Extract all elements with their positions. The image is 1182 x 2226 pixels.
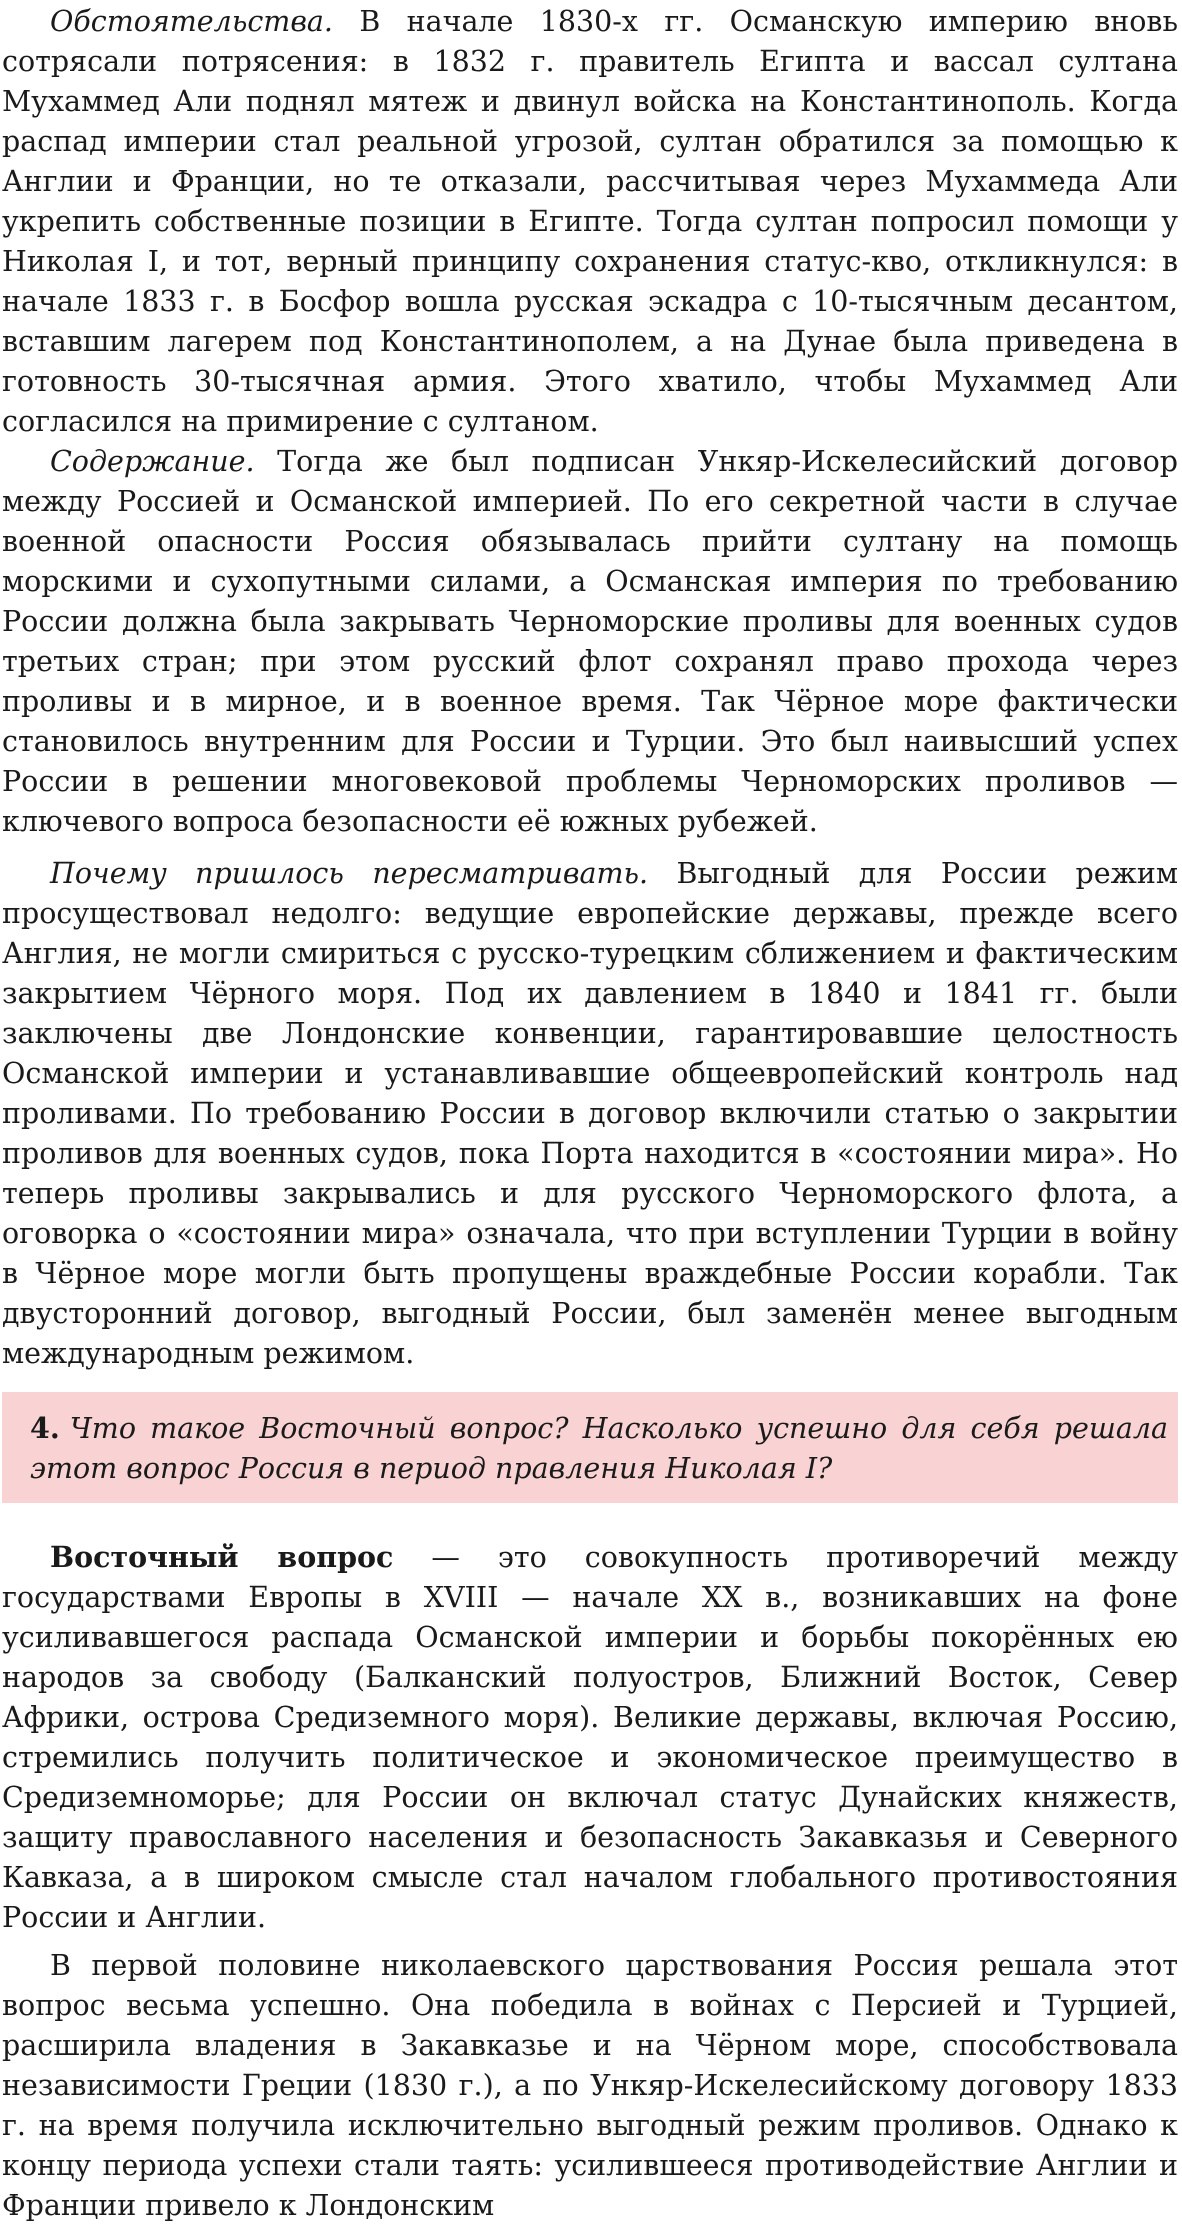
answer-text: — это совокупность противоречий между государствами Европы в XVIII — начале XX в., возникавших на фоне усиливавшегося распада Османской империи и борьбы покорённых ею народов за свободу (Балканский полуостров, Ближний Восток, Север Африки, острова Средиземного моря). Великие державы, включая Россию, стремились получить политическое и экономическое преимущество в Средиземноморье; для России он включал статус Дунайских княжеств, защиту православного населения и безопасность Закавказья и Северного Кавказа, а в широком смысле стал началом глобального противостояния России и Англии. xyxy=(2,1541,1179,1934)
answer-term: Восточный вопрос xyxy=(50,1540,394,1574)
paragraph-text: Выгодный для России режим просуществовал недолго: ведущие европейские державы, прежде всего Англия, не могли смириться с русско-турецким сближением и фактическим закрытием Чёрного моря. Под их давлением в 1840 и 1841 гг. были заключены две Лондонские конвенции, гарантировавшие целостность Османской империи и устанавливавшие общеевропейский контроль над проливами. По требованию России в договор включили статью о закрытии проливов для военных судов, пока Порта находится в «состоянии мира». Но теперь проливы закрывались и для русского Черноморского флота, а оговорка о «состоянии мира» означала, что при вступлении Турции в войну в Чёрное море могли быть пропущены враждебные России корабли. Так двусторонний договор, выгодный России, был заменён менее выгодным международным режимом. xyxy=(2,857,1178,1370)
answer-text: В первой половине николаевского царствования Россия решала этот вопрос весьма успешно. Она победила в войнах с Персией и Турцией, расширила владения в Закавказье и на Чёрном море, способствовала независимости Греции (1830 г.), а по Ункяр-Искелесийскому договору 1833 г. на время получила исключительно выгодный режим проливов. Однако к концу периода успехи стали таять: усилившееся противодействие Англии и Франции привело к Лондонским xyxy=(2,1949,1178,2222)
question-number: 4. xyxy=(30,1411,60,1445)
paragraph-lead: Содержание. xyxy=(50,445,255,478)
paragraph-text: В начале 1830-х гг. Османскую империю вновь сотрясали потрясения: в 1832 г. правитель Египта и вассал султана Мухаммед Али поднял мятеж и двинул войска на Константинополь. Когда распад империи стал реальной угрозой, султан обратился за помощью к Англии и Франции, но те отказали, рассчитывая через Мухаммеда Али укрепить собственные позиции в Египте. Тогда султан попросил помощи у Николая I, и тот, верный принципу сохранения статус-кво, откликнулся: в начале 1833 г. в Босфор вошла русская эскадра с 10-тысячным десантом, вставшим лагерем под Константинополем, а на Дунае была приведена в готовность 30-тысячная армия. Этого хватило, чтобы Мухаммед Али согласился на примирение с султаном. xyxy=(2,5,1178,438)
paragraph-lead: Обстоятельства. xyxy=(50,5,333,38)
paragraph-lead: Почему пришлось пересматривать. xyxy=(50,857,649,890)
paragraph-revision xyxy=(2,854,1178,1374)
answer-definition xyxy=(2,1537,1178,1938)
question-block xyxy=(2,1392,1178,1503)
paragraph-text: Тогда же был подписан Ункяр-Искелесийский договор между Россией и Османской империей. По его секретной части в случае военной опасности Россия обязывалась прийти султану на помощь морскими и сухопутными силами, а Османская империя по требованию России должна была закрывать Черноморские проливы для военных судов третьих стран; при этом русский флот сохранял право прохода через проливы и в мирное, и в военное время. Так Чёрное море фактически становилось внутренним для России и Турции. Это был наивысший успех России в решении многовековой проблемы Черноморских проливов — ключевого вопроса безопасности её южных рубежей. xyxy=(2,445,1178,838)
answer-assessment xyxy=(2,1946,1178,2226)
paragraph-circumstances xyxy=(2,2,1178,442)
paragraph-content xyxy=(2,442,1178,842)
question-text: Что такое Восточный вопрос? Насколько успешно для себя решала этот вопрос Россия в период правления Николая I? xyxy=(30,1412,1168,1485)
